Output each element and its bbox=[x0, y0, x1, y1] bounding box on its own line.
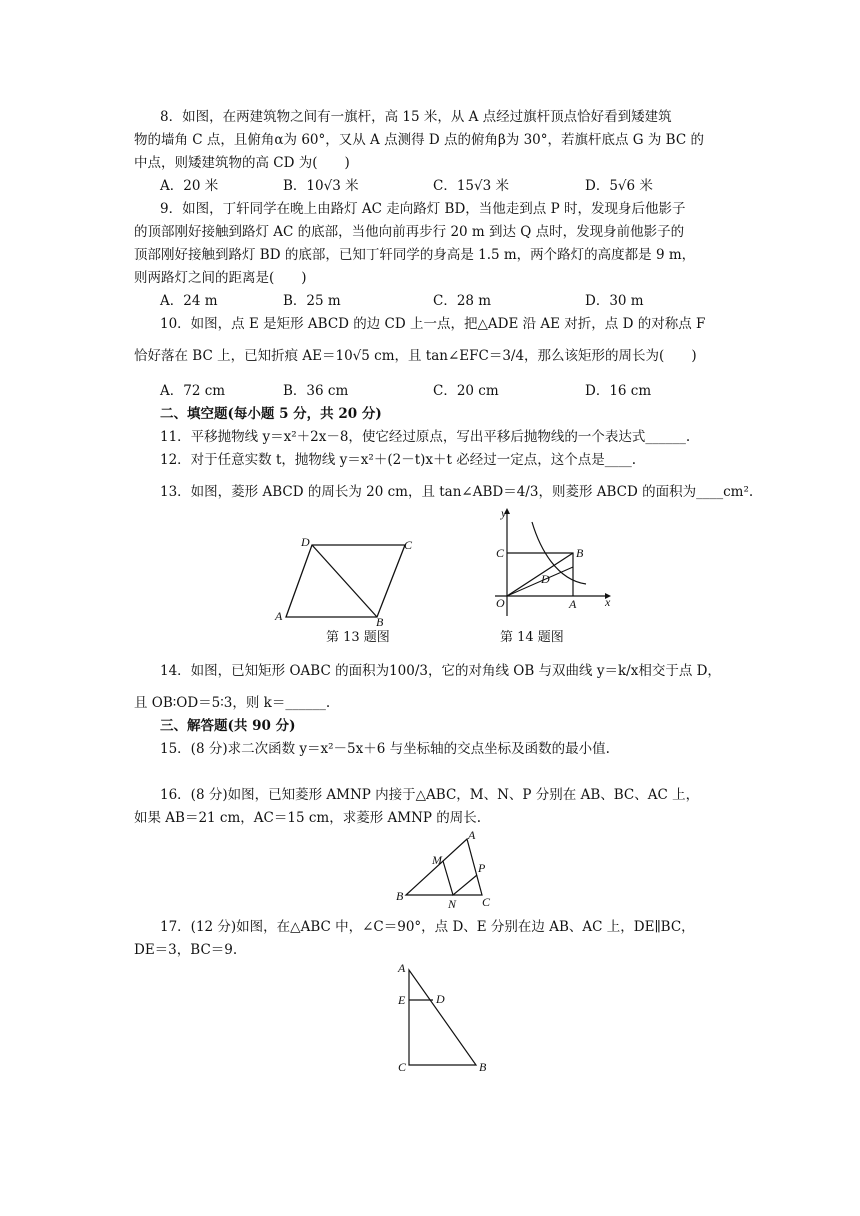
q15-line: 15．(8 分)求二次函数 y＝x²－5x＋6 与坐标轴的交点坐标及函数的最小值. bbox=[160, 741, 610, 757]
q10-option-d: D．16 cm bbox=[585, 383, 652, 399]
fig13-label-d: D bbox=[301, 535, 310, 549]
fig14-label-x: x bbox=[605, 595, 611, 609]
fig17-label-d: D bbox=[436, 992, 445, 1006]
fig17-label-b: B bbox=[479, 1060, 487, 1074]
fig16-label-p: P bbox=[478, 861, 486, 875]
q8-option-b: B．10√3 米 bbox=[283, 178, 359, 194]
q17-line-1: 17．(12 分)如图，在△ABC 中，∠C＝90°，点 D、E 分别在边 AB、AC 上，DE∥BC， bbox=[160, 919, 695, 935]
q10-option-b: B．36 cm bbox=[283, 383, 349, 399]
fig14-label-a: A bbox=[569, 597, 577, 611]
fig16-label-b: B bbox=[396, 889, 404, 903]
fig14-label-o: O bbox=[496, 596, 505, 610]
fig14-label-y: y bbox=[501, 506, 507, 520]
fig17-label-e: E bbox=[398, 993, 406, 1007]
figure-13-caption: 第 13 题图 bbox=[326, 630, 390, 645]
fig14-label-b: B bbox=[576, 546, 584, 560]
q8-line-1: 8．如图，在两建筑物之间有一旗杆，高 15 米，从 A 点经过旗杆顶点恰好看到矮建筑 bbox=[160, 109, 672, 125]
q17-line-2: DE＝3，BC＝9. bbox=[134, 942, 238, 958]
q11-line: 11．平移抛物线 y＝x²＋2x－8，使它经过原点，写出平移后抛物线的一个表达式______. bbox=[160, 429, 691, 445]
figure-13-rhombus bbox=[270, 532, 430, 628]
q16-line-1: 16．(8 分)如图，已知菱形 AMNP 内接于△ABC，M、N、P 分别在 AB、BC、AC 上， bbox=[160, 787, 700, 803]
q8-line-2: 物的墙角 C 点，且俯角α为 60°，又从 A 点测得 D 点的俯角β为 30°，若旗杆底点 G 为 BC 的 bbox=[134, 132, 704, 148]
q9-line-4: 则两路灯之间的距离是( ) bbox=[134, 270, 307, 286]
q9-option-a: A．24 m bbox=[160, 293, 218, 309]
figure-17-right-triangle bbox=[393, 958, 503, 1078]
q14-line-1: 14．如图，已知矩形 OABC 的面积为100/3，它的对角线 OB 与双曲线 y＝k/x相交于点 D， bbox=[160, 663, 721, 679]
q9-line-1: 9．如图，丁轩同学在晚上由路灯 AC 走向路灯 BD，当他走到点 P 时，发现身后他影子 bbox=[160, 201, 686, 217]
fig16-label-m: M bbox=[432, 853, 442, 867]
q10-option-a: A．72 cm bbox=[160, 383, 226, 399]
q9-line-2: 的顶部刚好接触到路灯 AC 的底部，当他向前再步行 20 m 到达 Q 点时，发现身前他影子的 bbox=[134, 224, 685, 240]
q13-line: 13．如图，菱形 ABCD 的周长为 20 cm，且 tan∠ABD＝4/3，则菱形 ABCD 的面积为____cm². bbox=[160, 484, 754, 500]
fig13-label-a: A bbox=[275, 609, 283, 623]
q9-option-d: D．30 m bbox=[585, 293, 644, 309]
q8-option-d: D．5√6 米 bbox=[585, 178, 653, 194]
q14-line-2: 且 OB∶OD＝5∶3，则 k＝______. bbox=[134, 695, 331, 711]
fig17-label-c: C bbox=[398, 1060, 407, 1074]
figure-14-rectangle-hyperbola bbox=[485, 504, 615, 624]
fig16-label-c: C bbox=[482, 895, 491, 909]
q12-line: 12．对于任意实数 t，抛物线 y＝x²＋(2－t)x＋t 必经过一定点，这个点是____. bbox=[160, 452, 637, 468]
q10-option-c: C．20 cm bbox=[433, 383, 499, 399]
fig14-label-c: C bbox=[496, 546, 505, 560]
q9-option-b: B．25 m bbox=[283, 293, 341, 309]
fig16-label-a: A bbox=[468, 828, 476, 842]
section-2-heading: 二、填空题(每小题 5 分，共 20 分) bbox=[160, 406, 382, 422]
q10-line-1: 10．如图，点 E 是矩形 ABCD 的边 CD 上一点，把△ADE 沿 AE 对折，点 D 的对称点 F bbox=[160, 316, 706, 332]
q9-option-c: C．28 m bbox=[433, 293, 492, 309]
q8-option-a: A．20 米 bbox=[160, 178, 219, 194]
q9-line-3: 顶部刚好接触到路灯 BD 的底部，已知丁轩同学的身高是 1.5 m，两个路灯的高度都是 9 m， bbox=[134, 247, 696, 263]
fig17-label-a: A bbox=[398, 961, 406, 975]
section-3-heading: 三、解答题(共 90 分) bbox=[160, 718, 296, 734]
figure-14-caption: 第 14 题图 bbox=[500, 630, 564, 645]
q10-line-2: 恰好落在 BC 上，已知折痕 AE＝10√5 cm，且 tan∠EFC＝3/4，那么该矩形的周长为( ) bbox=[134, 348, 697, 364]
q8-option-c: C．15√3 米 bbox=[433, 178, 509, 194]
fig16-label-n: N bbox=[448, 897, 457, 910]
q16-line-2: 如果 AB＝21 cm，AC＝15 cm，求菱形 AMNP 的周长. bbox=[134, 810, 482, 826]
figure-16-triangle-rhombus bbox=[393, 828, 503, 910]
fig13-label-b: B bbox=[376, 615, 384, 628]
fig13-label-c: C bbox=[404, 538, 413, 552]
fig14-label-d: D bbox=[541, 572, 550, 586]
q8-line-3: 中点，则矮建筑物的高 CD 为( ) bbox=[134, 155, 350, 171]
